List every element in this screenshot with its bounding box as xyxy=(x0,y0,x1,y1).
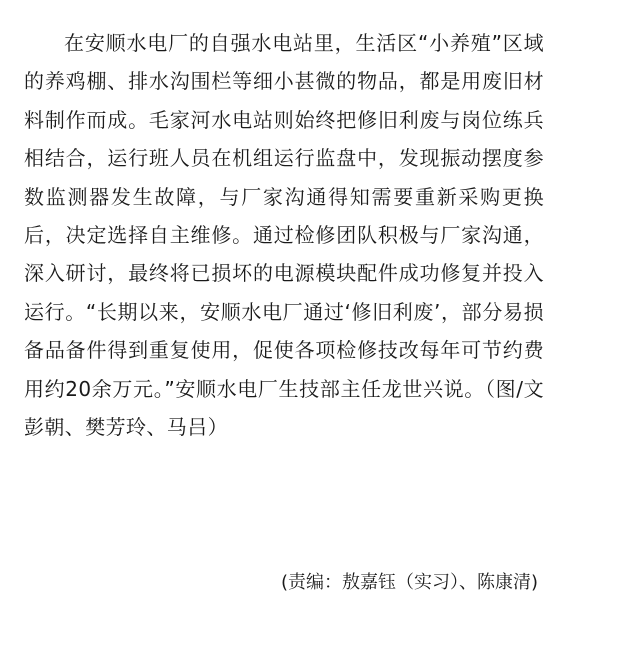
article-body-paragraph: 在安顺水电厂的自强水电站里，生活区“小养殖”区域的养鸡棚、排水沟围栏等细小甚微的物品，都是用废旧材料制作而成。毛家河水电站则始终把修旧利废与岗位练兵相结合，运行班人员在机组运行监盘中，发现振动摆度参数监测器发生故障，与厂家沟通得知需要重新采购更换后，决定选择自主维修。通过检修团队积极与厂家沟通，深入研讨，最终将已损坏的电源模块配件成功修复并投入运行。“长期以来，安顺水电厂通过‘修旧利废’，部分易损备品备件得到重复使用，促使各项检修技改每年可节约费用约20余万元。”安顺水电厂生技部主任龙世兴说。（图/文 彭朝、樊芳玲、马吕） xyxy=(24,31,544,440)
editor-credit: (责编：敖嘉钰（实习）、陈康清) xyxy=(280,572,538,593)
article xyxy=(24,24,544,446)
